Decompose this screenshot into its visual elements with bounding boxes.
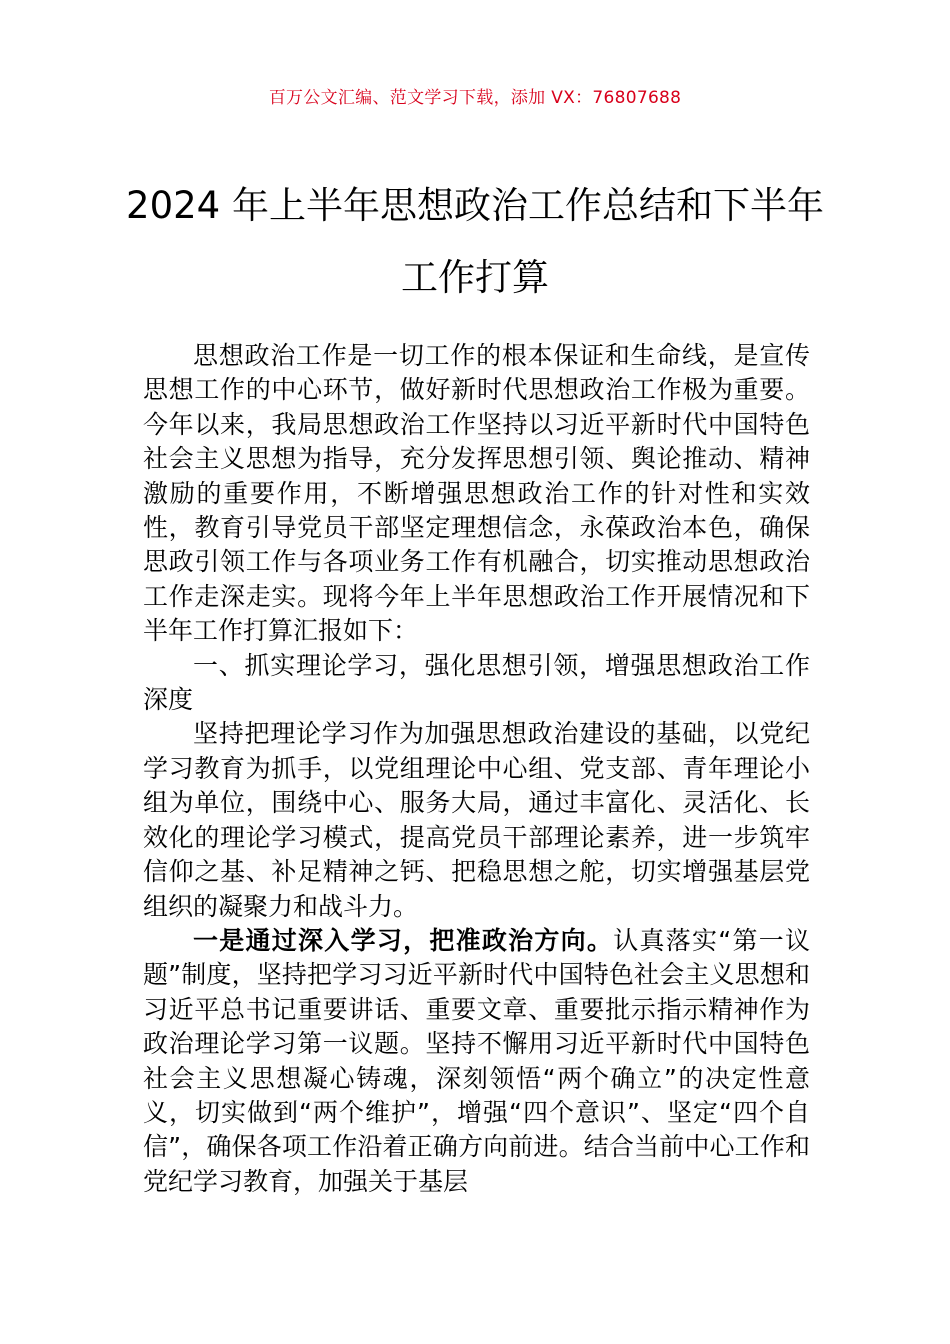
point-1-lead: 一是通过深入学习，把准政治方向。 (193, 925, 614, 955)
document-body (143, 339, 810, 1199)
document-title-line-1: 2024 年上半年思想政治工作总结和下半年 (126, 184, 824, 227)
point-1-body: 认真落实“第一议题”制度，坚持把学习习近平新时代中国特色社会主义思想和习近平总书记重要讲话、重要文章、重要批示指示精神作为政治理论学习第一议题。坚持不懈用习近平新时代中国特色社会主义思想凝心铸魂，深刻领悟“两个确立”的决定性意义，切实做到“两个维护”，增强“四个意识”、坚定“四个自信”，确保各项工作沿着正确方向前进。结合当前中心工作和党纪学习教育，加强关于基层 (143, 925, 810, 1196)
section-1-paragraph: 坚持把理论学习作为加强思想政治建设的基础，以党纪学习教育为抓手，以党组理论中心组、党支部、青年理论小组为单位，围绕中心、服务大局，通过丰富化、灵活化、长效化的理论学习模式，提高党员干部理论素养，进一步筑牢信仰之基、补足精神之钙、把稳思想之舵，切实增强基层党组织的凝聚力和战斗力。 (143, 719, 810, 921)
intro-paragraph: 思想政治工作是一切工作的根本保证和生命线，是宣传思想工作的中心环节，做好新时代思想政治工作极为重要。今年以来，我局思想政治工作坚持以习近平新时代中国特色社会主义思想为指导，充分发挥思想引领、舆论推动、精神激励的重要作用，不断增强思想政治工作的针对性和实效性，教育引导党员干部坚定理想信念，永葆政治本色，确保思政引领工作与各项业务工作有机融合，切实推动思想政治工作走深走实。现将今年上半年思想政治工作开展情况和下半年工作打算汇报如下： (143, 341, 810, 646)
section-1-heading: 一、抓实理论学习，强化思想引领，增强思想政治工作深度 (143, 650, 810, 715)
point-1-paragraph (143, 924, 810, 1199)
document-title (120, 170, 830, 314)
header-promo-note: 百万公文汇编、范文学习下载，添加 VX：76807688 (268, 88, 682, 108)
document-title-line-2: 工作打算 (401, 256, 549, 299)
